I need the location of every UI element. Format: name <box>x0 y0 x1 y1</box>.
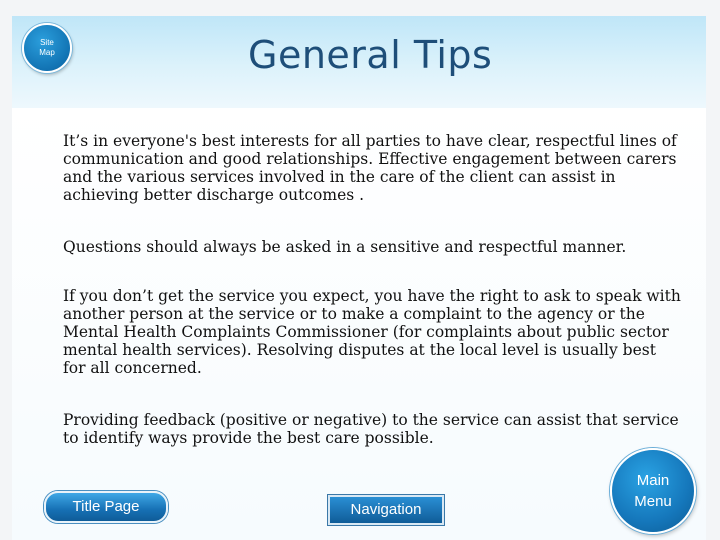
paragraph-feedback: Providing feedback (positive or negative) to the service can assist that service to identify ways provide the best care possible. <box>63 411 679 447</box>
paragraph-communication: It’s in everyone's best interests for all parties to have clear, respectful lines of communication and good relationships. Effective engagement between carers and the various services involved in the care of the client can assist in achieving better discharge outcomes . <box>63 132 677 204</box>
navigation-button[interactable]: Navigation <box>328 495 444 525</box>
main-menu-button[interactable] <box>610 448 696 534</box>
title-page-button[interactable]: Title Page <box>44 491 168 523</box>
site-map-label: Site Map <box>39 38 55 57</box>
paragraph-complaints: If you don’t get the service you expect, you have the right to ask to speak with another person at the service or to make a complaint to the agency or the Mental Health Complaints Commissioner (for complaints about public sector mental health services). Resolving disputes at the local level is usually best for all concerned. <box>63 287 681 377</box>
page-title: General Tips <box>248 33 493 77</box>
main-menu-label: Main Menu <box>634 472 672 510</box>
paragraph-questions: Questions should always be asked in a sensitive and respectful manner. <box>63 238 627 256</box>
site-map-button[interactable] <box>22 23 72 73</box>
